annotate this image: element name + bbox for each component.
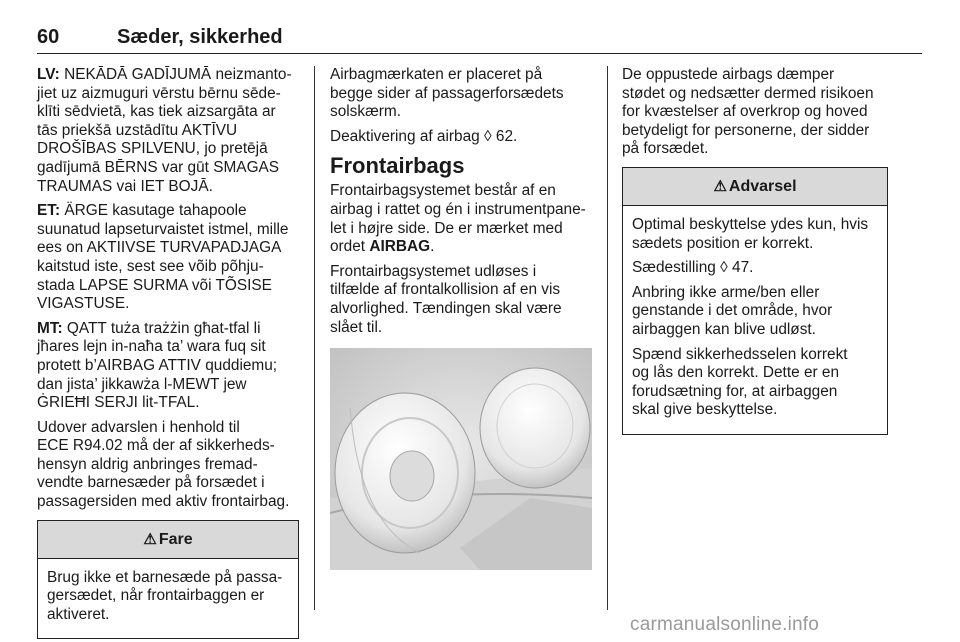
lv-warning <box>37 66 299 196</box>
text-line: betydeligt for personerne, der sidder <box>622 121 870 139</box>
airbag-benefit-paragraph <box>622 66 888 159</box>
lv-label: LV: <box>37 66 60 83</box>
ece-paragraph <box>37 419 299 512</box>
page-ref-number: 62. <box>495 127 518 145</box>
fare-box-header <box>38 521 298 559</box>
text-line: kaitstud iste, sest see võib põhju- <box>37 257 264 275</box>
advarsel-box-title: Advarsel <box>728 177 797 195</box>
column-left <box>37 66 299 639</box>
text-line: hensyn aldrig anbringes fremad- <box>37 455 258 473</box>
chapter-title: Sæder, sikkerhed <box>117 26 283 48</box>
text-line: DROŠĪBAS SPILVENU, jo pretējā <box>37 140 268 158</box>
text-line: TRAUMAS vai IET BOJĀ. <box>37 177 213 195</box>
fare-box-title: Fare <box>158 530 193 548</box>
text-line: Brug ikke et barnesæde på passa- <box>47 568 283 586</box>
text-line: sædets position er korrekt. <box>632 234 814 252</box>
text-line: gadījumā BĒRNS var gūt SMAGAS <box>37 158 280 176</box>
text-line: Optimal beskyttelse ydes kun, hvis <box>632 215 869 233</box>
text-line: NEKĀDĀ GADĪJUMĀ neizmanto- <box>64 66 292 83</box>
text-line: ĠRIEĦI SERJI lit-TFAL. <box>37 394 200 412</box>
seat-position-reference <box>632 259 879 278</box>
airbag-deployment-photo <box>330 348 592 570</box>
text-line: ÄRGE kasutage tahapoole <box>64 202 247 220</box>
warning-triangle-icon: ⚠ <box>713 177 727 195</box>
deactivation-reference <box>330 128 592 147</box>
text-line: og lås den korrekt. Dette er en <box>632 364 840 382</box>
text-line: klīti sēdvietā, kas tiek aizsargāta ar <box>37 103 276 121</box>
text-line: Anbring ikke arme/ben eller <box>632 283 820 301</box>
text-line: dan jista’ jikkawża l-MEWT jew <box>37 375 247 393</box>
text-line: begge sider af passagerforsædets <box>330 84 564 102</box>
page-header <box>37 22 922 54</box>
label-location-paragraph <box>330 66 592 122</box>
advarsel-box-body <box>623 206 887 434</box>
text-line: QATT tuża trażżin għat-tfal li <box>66 319 261 337</box>
text-line: airbag i rattet og én i instrumentpane- <box>330 200 586 218</box>
text-line: genstande i det område, hvor <box>632 302 833 320</box>
page-ref-icon: ◊ <box>720 259 728 277</box>
column-middle <box>330 66 592 343</box>
text-line: skal give beskyttelse. <box>632 401 778 419</box>
text-line: suunatud lapseturvaistet istmel, mille <box>37 220 289 238</box>
front-airbag-description <box>330 182 592 256</box>
page-number: 60 <box>37 26 60 48</box>
mt-label: MT: <box>37 319 63 337</box>
warning-triangle-icon: ⚠ <box>143 530 157 548</box>
text-line: passagersiden med aktiv frontairbag. <box>37 493 290 511</box>
text-line: Sædestilling <box>632 259 716 277</box>
front-airbag-deployment <box>330 263 592 337</box>
text-line: gersædet, når frontairbaggen er <box>47 587 265 605</box>
text-line: ordet <box>330 238 370 256</box>
text-line: forudsætning for, at airbaggen <box>632 382 838 400</box>
text-line: let i højre side. De er mærket med <box>330 219 563 237</box>
column-divider <box>607 66 608 610</box>
text-line: Deaktivering af airbag <box>330 127 480 145</box>
warning-text <box>632 346 879 420</box>
fare-box-body <box>38 559 298 639</box>
text-line: for kvæstelser af overkrop og hoved <box>622 103 868 121</box>
text-line: airbaggen kan blive udløst. <box>632 320 816 338</box>
text-line: aktiveret. <box>47 605 110 623</box>
et-warning <box>37 202 299 314</box>
page-ref-icon: ◊ <box>484 127 492 145</box>
airbag-word: AIRBAG <box>369 238 431 256</box>
text-line: . <box>430 238 435 256</box>
text-line: solskærm. <box>330 103 401 121</box>
fare-box <box>37 520 299 640</box>
text-line: De oppustede airbags dæmper <box>622 66 835 83</box>
text-line: tilfælde af frontalkollision af en vis <box>330 281 561 299</box>
page-ref-number: 47. <box>732 259 754 277</box>
text-line: på forsædet. <box>622 140 709 158</box>
text-line: Airbagmærkaten er placeret på <box>330 66 543 83</box>
text-line: stada LAPSE SURMA või TÕSISE <box>37 276 272 294</box>
fare-box-text <box>47 569 290 625</box>
text-line: Udover advarslen i henhold til <box>37 418 240 436</box>
text-line: Frontairbagsystemet udløses i <box>330 262 537 280</box>
text-line: alvorlighed. Tændingen skal være <box>330 299 562 317</box>
text-line: stødet og nedsætter dermed risikoen <box>622 84 874 102</box>
text-line: ECE R94.02 må der af sikkerheds- <box>37 437 275 455</box>
text-line: Frontairbagsystemet består af en <box>330 182 556 200</box>
advarsel-box <box>622 167 888 435</box>
text-line: jħares lejn in-naħa ta’ wara fuq sit <box>37 338 266 356</box>
text-line: Spænd sikkerhedsselen korrekt <box>632 345 848 363</box>
section-heading: Frontairbags <box>330 153 465 179</box>
mt-warning <box>37 320 299 413</box>
text-line: tās priekšā uzstādītu AKTĪVU <box>37 121 238 139</box>
warning-text <box>632 284 879 340</box>
text-line: jiet uz aizmuguri vērstu bērnu sēde- <box>37 84 281 102</box>
text-line: vendte barnesæder på forsædet i <box>37 474 265 492</box>
warning-text <box>632 216 879 253</box>
advarsel-box-header <box>623 168 887 206</box>
text-line: slået til. <box>330 318 383 336</box>
column-right <box>622 66 888 435</box>
text-line: VIGASTUSE. <box>37 295 130 313</box>
watermark: carmanualsonline.info <box>630 614 820 635</box>
text-line: protett b’AIRBAG ATTIV quddiemu; <box>37 356 278 374</box>
et-label: ET: <box>37 202 61 220</box>
column-divider <box>314 66 315 610</box>
text-line: ees on AKTIIVSE TURVAPADJAGA <box>37 239 282 257</box>
